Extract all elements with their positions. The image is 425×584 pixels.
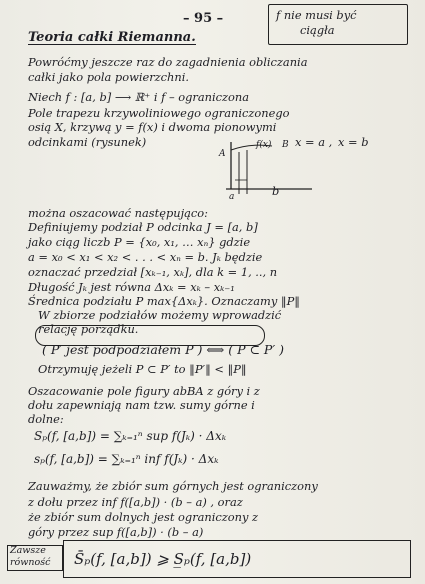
text-line: Zauważmy, że zbiór sum górnych jest ograniczony <box>28 479 318 493</box>
text-line: można oszacować następująco: <box>28 206 208 220</box>
text-line: relację porządku. <box>38 322 139 336</box>
text-line: osią X, krzywą y = f(x) i dwoma pionowymi <box>28 120 277 134</box>
label-point-b-upper: B <box>282 140 289 150</box>
text-line: odcinkami (rysunek) <box>28 135 147 149</box>
text-line: Długość Jₖ jest równa Δxₖ = xₖ – xₖ₋₁ <box>28 280 235 294</box>
label-point-a-upper: A <box>219 149 226 159</box>
note-line-2: ciągła <box>300 23 335 37</box>
text-line: góry przez sup f([a,b]) · (b – a) <box>28 525 204 539</box>
text-line: Definiujemy podział P odcinka J = [a, b] <box>28 220 258 234</box>
text-line: W zbiorze podziałów możemy wprowadzić <box>38 308 282 322</box>
label-fx: f(x) <box>256 140 272 150</box>
text-line: że zbiór sum dolnych jest ograniczony z <box>28 510 259 524</box>
text-line: Oszacowanie pole figury abBA z góry i z <box>28 384 260 398</box>
text-line: całki jako pola powierzchni. <box>28 70 189 84</box>
label-a: a <box>229 192 235 202</box>
formula-lower-sum: sₚ(f, [a,b]) = ∑ₖ₌₁ⁿ inf f(Jₖ) · Δxₖ <box>34 452 219 466</box>
text-line: Niech f : [a, b] ⟶ ℝ⁺ i f – ograniczona <box>28 90 250 104</box>
text-line: jako ciąg liczb P = {x₀, x₁, … xₙ} gdzie <box>28 235 251 249</box>
page-number: – 95 – <box>183 11 224 26</box>
page-title: Teoria całki Riemanna. <box>28 30 196 45</box>
text-line: dołu zapewniają nam tzw. sumy górne i <box>28 398 255 412</box>
text-line: Średnica podziału P max{Δxₖ}. Oznaczamy ‖P‖ <box>28 294 300 308</box>
label-b: b <box>272 184 280 198</box>
side-label-line-2: równość <box>10 557 51 568</box>
text-line: z dołu przez inf f([a,b]) · (b – a) , oraz <box>28 495 243 509</box>
note-line-1: f nie musi być <box>276 8 357 22</box>
label-eq-a: x = a , <box>295 135 333 149</box>
text-line: ( P′ jest podpodziałem P ) ⟺ ( P ⊂ P′ ) <box>42 342 285 357</box>
text-line: Powróćmy jeszcze raz do zagadnienia obliczania <box>28 55 308 69</box>
text-line: dolne: <box>28 412 64 426</box>
formula-upper-sum: Sₚ(f, [a,b]) = ∑ₖ₌₁ⁿ sup f(Jₖ) · Δxₖ <box>34 429 227 443</box>
text-line: Otrzymuję jeżeli P ⊂ P′ to ‖P′‖ < ‖P‖ <box>38 362 247 376</box>
label-eq-b: x = b <box>338 135 369 149</box>
text-line: oznaczać przedział [xₖ₋₁, xₖ], dla k = 1, .., n <box>28 265 278 279</box>
text-line: Pole trapezu krzywoliniowego ograniczonego <box>28 106 290 120</box>
conclusion-formula: S̄ₚ(f, [a,b]) ⩾ S̲ₚ(f, [a,b]) <box>74 550 252 568</box>
side-label-line-1: Zawsze <box>10 545 46 556</box>
text-line: a = x₀ < x₁ < x₂ < . . . < xₙ = b. Jₖ będzie <box>28 250 263 264</box>
